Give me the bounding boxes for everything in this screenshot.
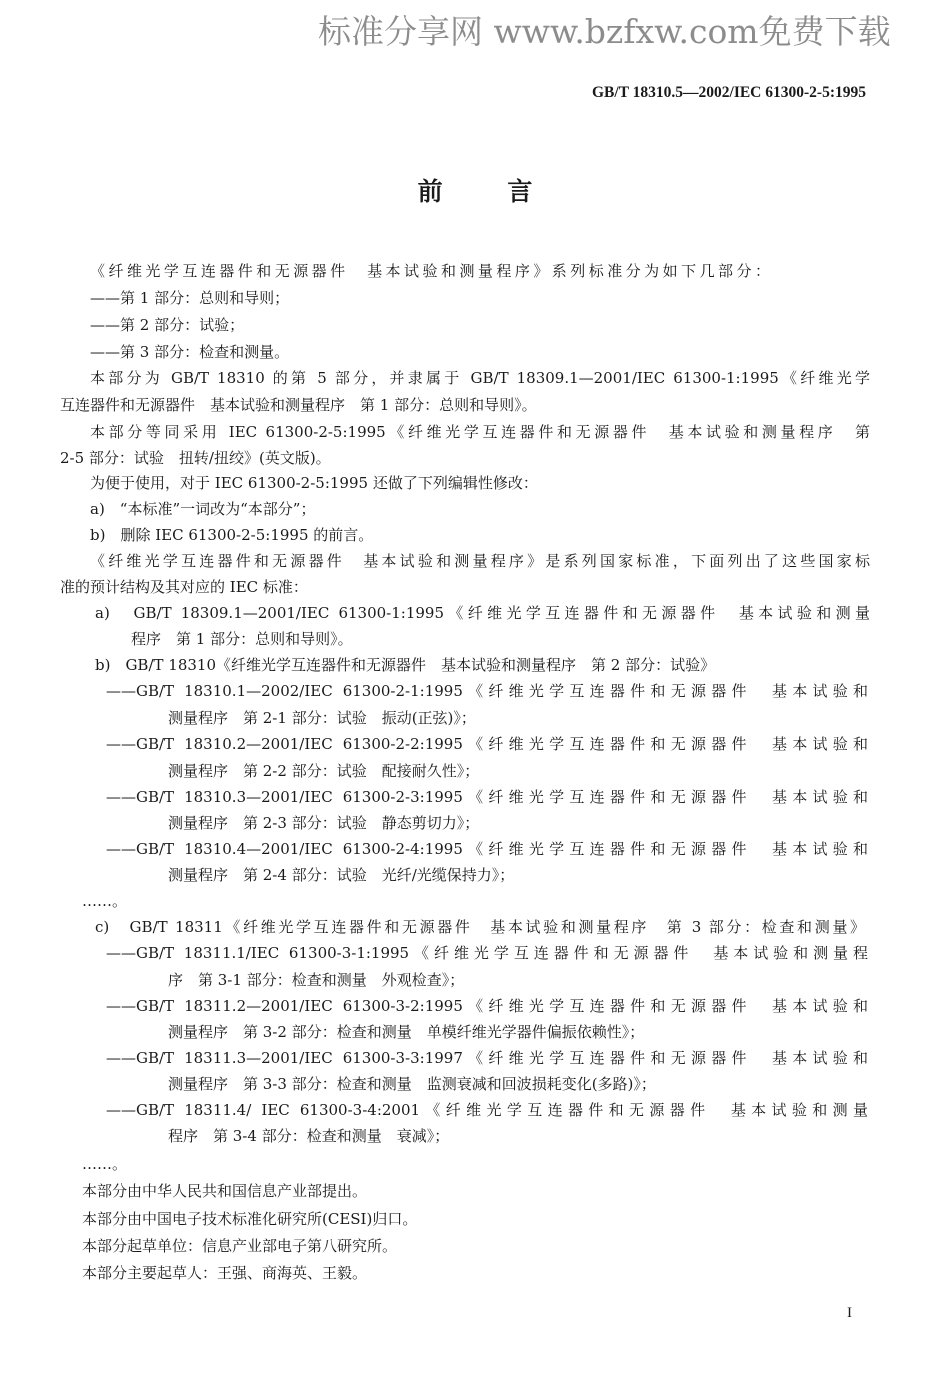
text-line: ——GB/T 18311.3—2001/IEC 61300-3-3:1997《纤维光学互连器件和无源器件 基本试验和 [106, 1049, 868, 1067]
text-line: 测量程序 第 3-3 部分：检查和测量 监测衰减和回波损耗变化(多路)》； [168, 1075, 656, 1093]
text-line: 准的预计结构及其对应的 IEC 标准： [60, 578, 308, 596]
text-line: b) 删除 IEC 61300-2-5:1995 的前言。 [90, 526, 374, 544]
text-line: ——GB/T 18310.3—2001/IEC 61300-2-3:1995《纤维光学互连器件和无源器件 基本试验和 [106, 788, 868, 806]
page-number: I [847, 1305, 852, 1321]
text-line: 序 第 3-1 部分：检查和测量 外观检查》； [168, 971, 465, 989]
text-line: 程序 第 1 部分：总则和导则》。 [131, 630, 353, 648]
text-line: a) “本标准”一词改为“本部分”； [90, 500, 316, 518]
text-line: 测量程序 第 2-2 部分：试验 配接耐久性》； [168, 762, 480, 780]
text-line: a) GB/T 18309.1—2001/IEC 61300-1:1995《纤维光学互连器件和无源器件 基本试验和测量 [95, 604, 870, 622]
page-title [0, 172, 950, 208]
text-line: 《纤维光学互连器件和无源器件 基本试验和测量程序》系列标准分为如下几部分： [90, 262, 770, 280]
text-line: 测量程序 第 3-2 部分：检查和测量 单模纤维光学器件偏振依赖性》； [168, 1023, 645, 1041]
text-line: 测量程序 第 2-3 部分：试验 静态剪切力》； [168, 814, 480, 832]
text-line: 本部分由中国电子技术标准化研究所(CESI)归口。 [82, 1210, 418, 1228]
text-line: ——第 2 部分：试验； [90, 316, 245, 334]
text-line: ——第 3 部分：检查和测量。 [90, 343, 290, 361]
text-line: 本部分起草单位：信息产业部电子第八研究所。 [82, 1237, 398, 1255]
title-char-2: 言 [507, 177, 533, 206]
text-line: ……。 [82, 892, 128, 910]
text-line: b) GB/T 18310《纤维光学互连器件和无源器件 基本试验和测量程序 第 2 部分：试验》 [95, 656, 716, 674]
standard-code-header: GB/T 18310.5—2002/IEC 61300-2-5:1995 [592, 84, 866, 101]
text-line: ——GB/T 18310.4—2001/IEC 61300-2-4:1995《纤维光学互连器件和无源器件 基本试验和 [106, 840, 868, 858]
text-line: ——GB/T 18311.1/IEC 61300-3-1:1995《纤维光学互连器件和无源器件 基本试验和测量程 [106, 944, 868, 962]
text-line: ——GB/T 18310.1—2002/IEC 61300-2-1:1995《纤维光学互连器件和无源器件 基本试验和 [106, 682, 868, 700]
text-line: ——GB/T 18310.2—2001/IEC 61300-2-2:1995《纤维光学互连器件和无源器件 基本试验和 [106, 735, 868, 753]
text-line: 本部分主要起草人：王强、商海英、王毅。 [82, 1264, 368, 1282]
text-line: 《纤维光学互连器件和无源器件 基本试验和测量程序》是系列国家标准，下面列出了这些国家标 [90, 552, 870, 570]
text-line: 为便于使用，对于 IEC 61300-2-5:1995 还做了下列编辑性修改： [90, 474, 538, 492]
text-line: 测量程序 第 2-4 部分：试验 光纤/光缆保持力》； [168, 866, 515, 884]
text-line: 程序 第 3-4 部分：检查和测量 衰减》； [168, 1127, 450, 1145]
title-char-1: 前 [417, 177, 443, 206]
text-line: ——GB/T 18311.4/ IEC 61300-3-4:2001《纤维光学互连器件和无源器件 基本试验和测量 [106, 1101, 868, 1119]
watermark-text: 标准分享网 www.bzfxw.com免费下载 [318, 12, 891, 51]
text-line: 本部分等同采用 IEC 61300-2-5:1995《纤维光学互连器件和无源器件 基本试验和测量程序 第 [90, 423, 870, 441]
text-line: 互连器件和无源器件 基本试验和测量程序 第 1 部分：总则和导则》。 [60, 396, 537, 414]
text-line: c) GB/T 18311《纤维光学互连器件和无源器件 基本试验和测量程序 第 3 部分：检查和测量》 [95, 918, 865, 936]
text-line: 测量程序 第 2-1 部分：试验 振动(正弦)》； [168, 709, 476, 727]
text-line: 本部分为 GB/T 18310 的第 5 部分，并隶属于 GB/T 18309.1—2001/IEC 61300-1:1995《纤维光学 [90, 369, 870, 387]
text-line: ……。 [82, 1155, 128, 1173]
text-line: ——GB/T 18311.2—2001/IEC 61300-3-2:1995《纤维光学互连器件和无源器件 基本试验和 [106, 997, 868, 1015]
text-line: 本部分由中华人民共和国信息产业部提出。 [82, 1182, 368, 1200]
text-line: 2-5 部分：试验 扭转/扭绞》(英文版)。 [60, 449, 331, 467]
text-line: ——第 1 部分：总则和导则； [90, 289, 290, 307]
